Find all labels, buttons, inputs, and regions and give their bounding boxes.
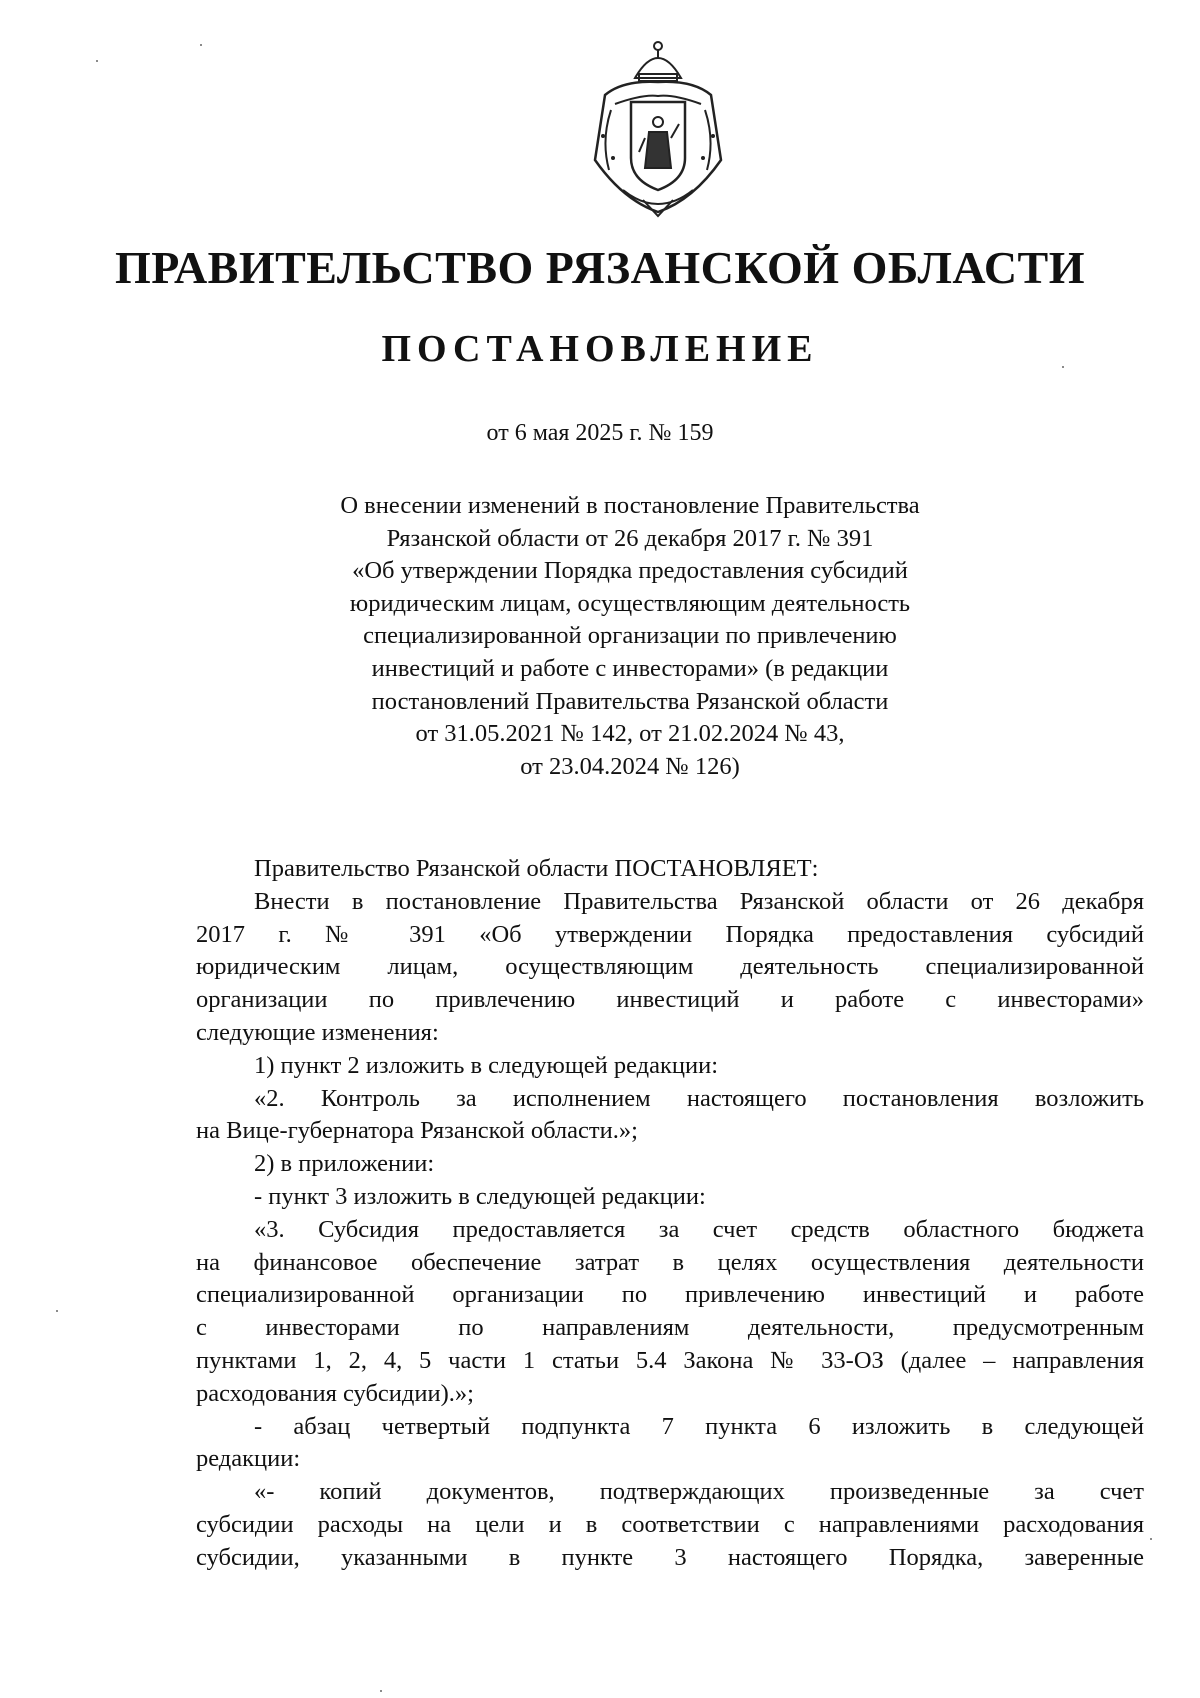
scan-speck (380, 1690, 382, 1692)
body-line: специализированной организации по привлечению инвестиций и работе (196, 1281, 1144, 1309)
body-line: «2. Контроль за исполнением настоящего постановления возложить (254, 1084, 1144, 1112)
scan-speck (1062, 366, 1064, 368)
subject-line: постановлений Правительства Рязанской области (371, 687, 889, 715)
body-line: на Вице-губернатора Рязанской области.»; (196, 1117, 638, 1145)
subject-line: инвестиций и работе с инвесторами» (в редакции (371, 654, 889, 682)
body-line: субсидии, указанными в пункте 3 настоящего Порядка, заверенные (196, 1543, 1144, 1571)
document-body (196, 853, 1144, 1575)
body-line: Внести в постановление Правительства Рязанской области от 26 декабря (254, 887, 1144, 915)
body-line: Правительство Рязанской области ПОСТАНОВЛЯЕТ: (254, 855, 819, 882)
body-line: «3. Субсидия предоставляется за счет средств областного бюджета (254, 1215, 1144, 1243)
document-subject (300, 490, 960, 783)
body-line: организации по привлечению инвестиций и работе с инвесторами» (196, 986, 1144, 1014)
scan-speck (200, 44, 202, 46)
scan-speck (96, 60, 98, 62)
subject-line: специализированной организации по привлечению (363, 622, 897, 650)
document-date-number: от 6 мая 2025 г. № 159 (486, 420, 714, 446)
body-line: следующие изменения: (196, 1018, 439, 1046)
body-line: 2) в приложении: (254, 1150, 435, 1178)
body-line: с инвесторами по направлениям деятельности, предусмотренным (196, 1314, 1144, 1342)
subject-line: от 23.04.2024 № 126) (520, 752, 740, 780)
subject-line: от 31.05.2021 № 142, от 21.02.2024 № 43, (415, 720, 845, 748)
body-line: пунктами 1, 2, 4, 5 части 1 статьи 5.4 Закона № 33-ОЗ (далее – направления (196, 1346, 1144, 1374)
scan-speck (1150, 1538, 1152, 1540)
body-line: «- копий документов, подтверждающих произведенные за счет (254, 1478, 1144, 1506)
body-line: редакции: (196, 1445, 301, 1473)
subject-line: «Об утверждении Порядка предоставления субсидий (352, 557, 908, 585)
scan-speck (56, 1310, 58, 1312)
body-line: расходования субсидии).»; (196, 1379, 474, 1407)
body-line: на финансовое обеспечение затрат в целях осуществления деятельности (196, 1248, 1144, 1276)
subject-line: О внесении изменений в постановление Правительства (340, 492, 920, 519)
body-line: - абзац четвертый подпункта 7 пункта 6 изложить в следующей (254, 1412, 1144, 1440)
subject-line: Рязанской области от 26 декабря 2017 г. № 391 (386, 524, 874, 552)
body-line: 2017 г. № 391 «Об утверждении Порядка предоставления субсидий (196, 920, 1144, 948)
subject-line: юридическим лицам, осуществляющим деятельность (349, 589, 911, 617)
body-line: юридическим лицам, осуществляющим деятельность специализированной (196, 953, 1144, 981)
body-line: - пункт 3 изложить в следующей редакции: (254, 1182, 706, 1210)
body-line: субсидии расходы на цели и в соответствии с направлениями расходования (196, 1510, 1144, 1538)
body-line: 1) пункт 2 изложить в следующей редакции: (254, 1051, 719, 1079)
coat-of-arms-icon (583, 40, 733, 218)
document-type-title: ПОСТАНОВЛЕНИЕ (381, 328, 819, 370)
organization-title: ПРАВИТЕЛЬСТВО РЯЗАНСКОЙ ОБЛАСТИ (114, 242, 1086, 293)
